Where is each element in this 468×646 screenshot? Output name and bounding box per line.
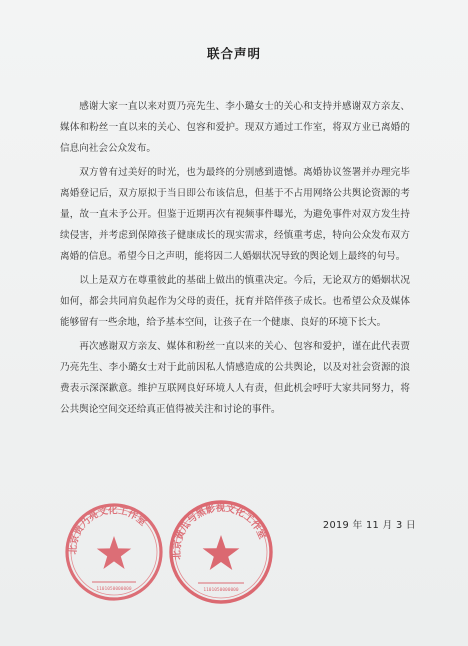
paragraph-1: 感谢大家一直以来对贾乃亮先生、李小璐女士的关心和支持并感谢双方亲友、媒体和粉丝一直以来的关心、包容和爱护。现双方通过工作室，将双方业已离婚的信息向社会公众发布。 (60, 101, 410, 154)
seal-star-icon (97, 536, 131, 569)
seal-left-text: 北京贾乃亮文化工作室 (67, 505, 149, 555)
seal-star-icon (203, 535, 240, 570)
document-date: 2019 年 11 月 3 日 (322, 520, 416, 531)
company-seal-right (166, 497, 276, 607)
seal-right-text: 北京黄瓜与黑影视文化工作室 (171, 502, 268, 561)
svg-text:1101050000000: 1101050000000 (203, 588, 239, 593)
document-title: 联合声明 (206, 46, 261, 61)
paragraph-2: 双方曾有过美好的时光，也为最终的分别感到遗憾。离婚协议签署并办理完毕离婚登记后，双方原拟于当日即公布该信息，但基于不占用网络公共舆论资源的考量，故一直未予公开。但鉴于近期再次有视频事件曝光，为避免事件对双方发生持续侵害，并考虑到保障孩子健康成长的现实需求，经慎重考虑，特向公众发布双方离婚的信息。希望今日之声明，能将因二人婚姻状况导致的舆论划上最终的句号。 (60, 167, 410, 262)
paragraph-4: 再次感谢双方亲友、媒体和粉丝一直以来的关心、包容和爱护，谨在此代表贾乃亮先生、李小璐女士对于此前因私人情感造成的公共舆论，以及对社会资源的浪费表示深深歉意。维护互联网良好环境人人有责，但此机会呼吁大家共同努力，将公共舆论空间交还给真正值得被关注和讨论的事件。 (60, 341, 410, 415)
company-seal-left (62, 500, 166, 604)
svg-text:1101050000000: 1101050000000 (96, 587, 132, 592)
document-body (60, 96, 410, 423)
paragraph-3: 以上是双方在尊重彼此的基础上做出的慎重决定。今后，无论双方的婚姻状况如何，都会共同肩负起作为父母的责任，抚育并陪伴孩子成长。也希望公众及媒体能够留有一些余地，给予基本空间，让孩子在一个健康、良好的环境下长大。 (60, 275, 410, 328)
